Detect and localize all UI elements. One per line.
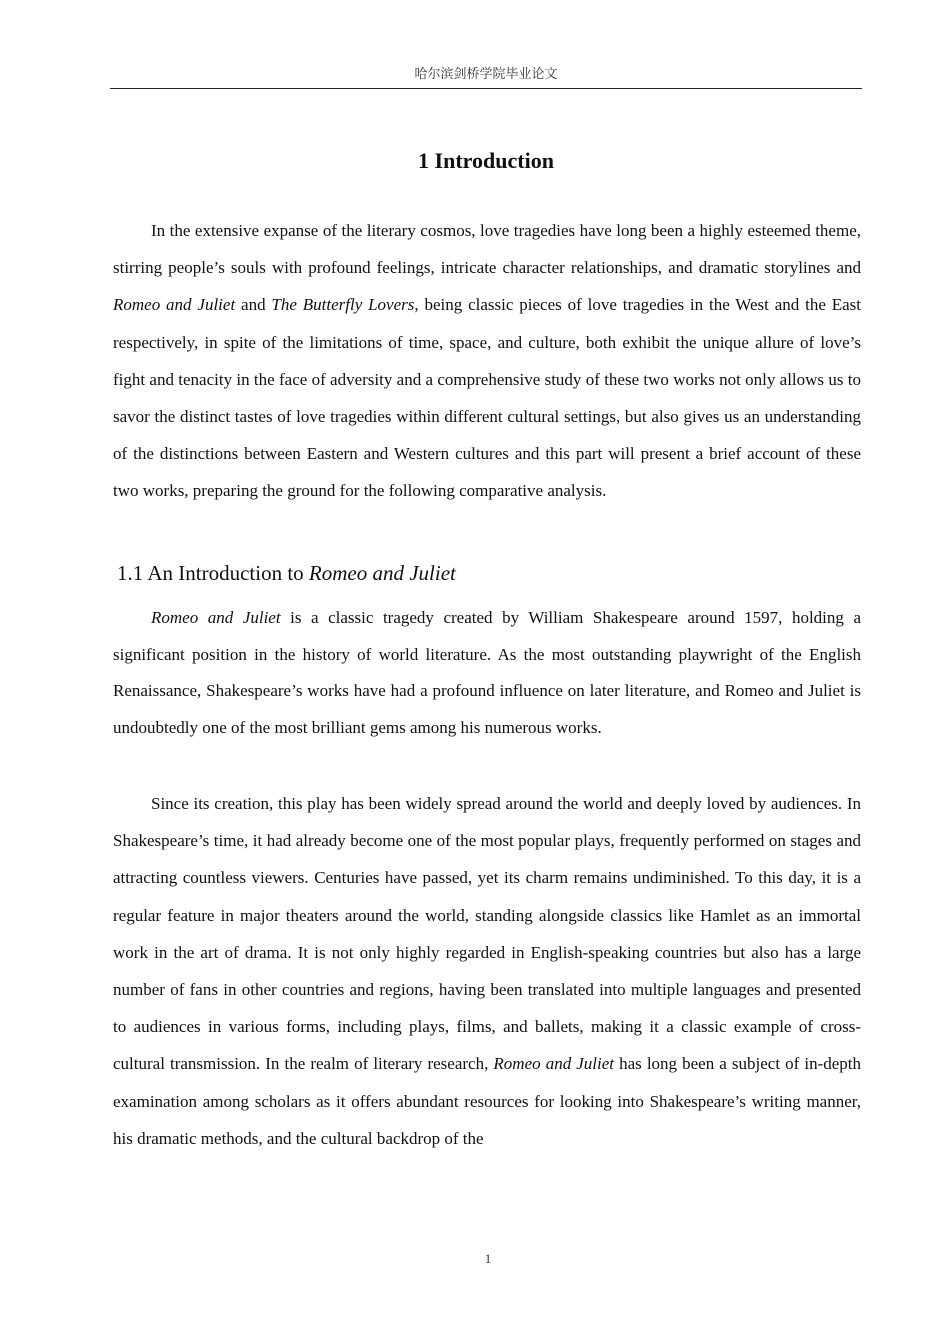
intro-paragraph	[113, 212, 861, 510]
running-header-title: 哈尔滨剑桥学院毕业论文	[414, 67, 558, 82]
page-number: 1	[484, 1251, 492, 1266]
intro-text-part-2: and	[235, 295, 272, 315]
running-header	[110, 66, 862, 89]
work-title-butterfly-lovers: The Butterfly Lovers	[271, 295, 415, 315]
section-paragraph-2-text-part-2: has long been a subject of in-depth examination among scholars as it offers abundant resources for looking into Shakespeare’s writing manner, his dramatic methods, and the cultural backdrop of the	[113, 1054, 862, 1148]
section-paragraph-1	[113, 600, 861, 746]
section-paragraph-1-text: is a classic tragedy created by William Shakespeare around 1597, holding a significant position in the history of world literature. As the most outstanding playwright of the English Renaissance, Shakespeare’s works have had a profound influence on later literature, and Romeo and Juliet is undoubtedly one of the most brilliant gems among his numerous works.	[113, 608, 861, 737]
chapter-title: 1 Introduction	[418, 148, 554, 173]
section-paragraph-2-text-part-1: Since its creation, this play has been widely spread around the world and deeply loved by audiences. In Shakespeare’s time, it had already become one of the most popular plays, frequently performed on stages and attracting countless viewers. Centuries have passed, yet its charm remains undiminished. To this day, it is a regular feature in major theaters around the world, standing alongside classics like Hamlet as an immortal work in the art of drama. It is not only highly regarded in English-speaking countries but also has a large number of fans in other countries and regions, having been translated into multiple languages and presented to audiences in various forms, including plays, films, and ballets, making it a classic example of cross-cultural transmission. In the realm of literary research,	[113, 794, 861, 1074]
section-title-work: Romeo and Juliet	[308, 561, 456, 585]
work-title-romeo-juliet: Romeo and Juliet	[151, 608, 281, 627]
section-title	[117, 558, 456, 588]
work-title-romeo-juliet: Romeo and Juliet	[113, 295, 236, 315]
intro-text-part-3: , being classic pieces of love tragedies in the West and the East respectively, in spite of the limitations of time, space, and culture, both exhibit the unique allure of love’s fight and tenacity in the face of adversity and a comprehensive study of these two works not only allows us to savor the distinct tastes of love tragedies within different cultural settings, but also gives us an understanding of the distinctions between Eastern and Western cultures and this part will present a brief account of these two works, preparing the ground for the following comparative analysis.	[113, 295, 862, 501]
intro-text-part-1: In the extensive expanse of the literary cosmos, love tragedies have long been a highly esteemed theme, stirring people’s souls with profound feelings, intricate character relationships, and dramatic storylines and	[113, 221, 861, 278]
work-title-romeo-juliet: Romeo and Juliet	[493, 1054, 615, 1074]
section-title-prefix: 1.1 An Introduction to	[117, 561, 309, 585]
section-paragraph-2	[113, 785, 861, 1157]
